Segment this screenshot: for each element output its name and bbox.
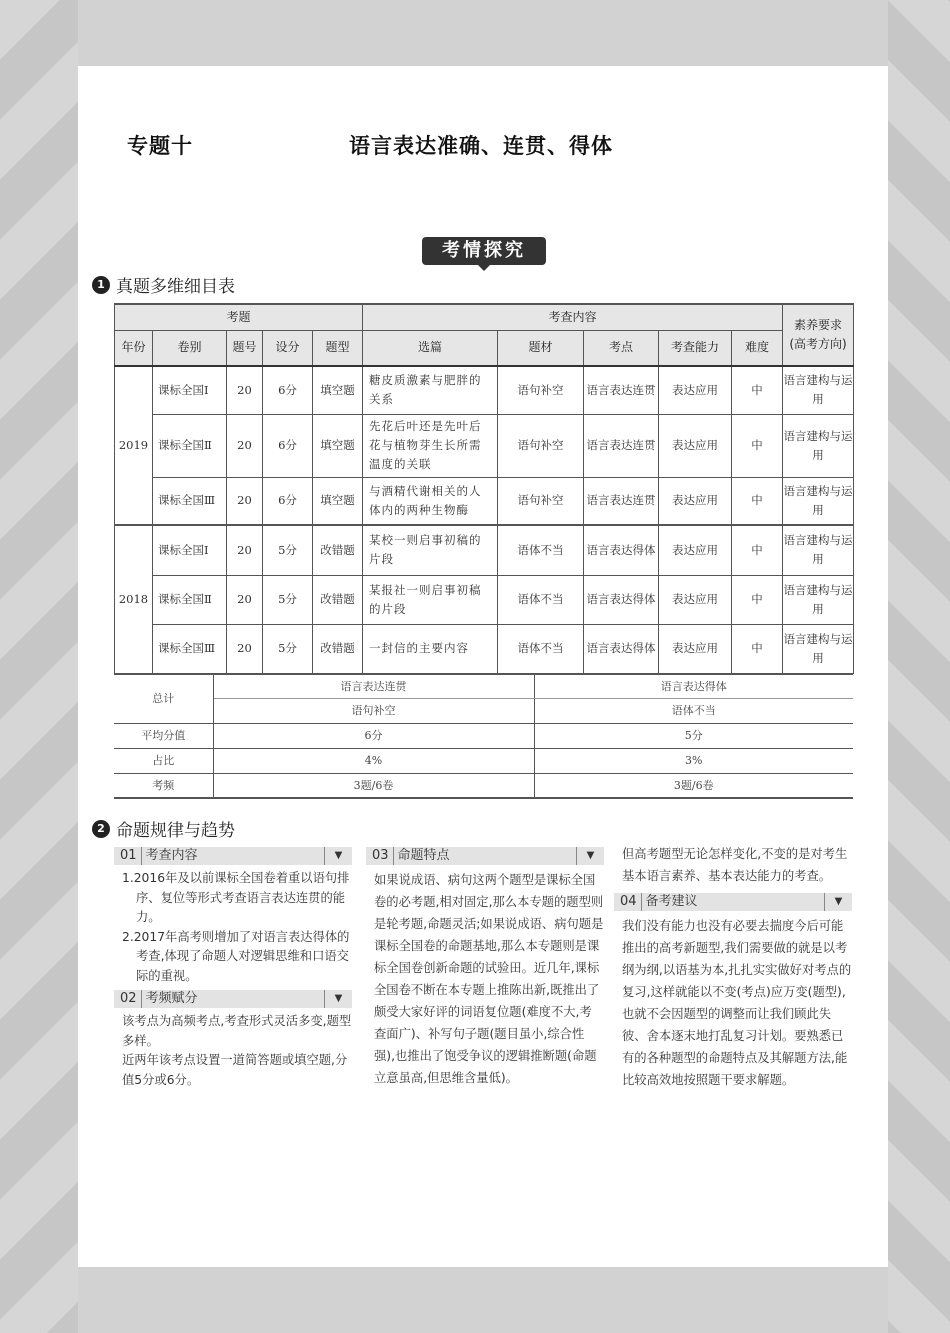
- table-cell: 语句补空: [498, 414, 584, 477]
- summary-table: [114, 673, 853, 799]
- table-cell: 2019: [115, 366, 153, 525]
- summary-row: [114, 773, 853, 798]
- table-cell: 课标全国Ⅰ: [153, 525, 227, 575]
- block-item: 1.2016年及以前课标全国卷着重以语句排序、复位等形式考查语言表达连贯的能力。: [122, 871, 350, 924]
- table-cell: 语言建构与运用: [783, 477, 854, 525]
- table-cell: 6分: [263, 366, 313, 414]
- column-header: 选篇: [363, 330, 498, 366]
- table-cell: 课标全国Ⅱ: [153, 414, 227, 477]
- table-cell: 20: [227, 525, 263, 575]
- summary-cell: 考频: [114, 773, 213, 798]
- header-group: 考题: [115, 304, 363, 330]
- block-item: 该考点为高频考点,考查形式灵活多变,题型多样。: [122, 1014, 352, 1048]
- header-group: 考查内容: [363, 304, 783, 330]
- block-title: 备考建议: [645, 894, 698, 909]
- table-cell: 课标全国Ⅲ: [153, 624, 227, 673]
- table-cell: 表达应用: [659, 575, 732, 624]
- table-cell: 中: [732, 366, 783, 414]
- table-row: [115, 477, 854, 525]
- table-row: [115, 624, 854, 673]
- summary-cell: 语体不当: [534, 699, 853, 724]
- block-header-02: [114, 990, 352, 1008]
- table-cell: 表达应用: [659, 477, 732, 525]
- table-cell: 表达应用: [659, 525, 732, 575]
- table-cell: 5分: [263, 525, 313, 575]
- table-cell: 表达应用: [659, 624, 732, 673]
- block-title: 考频赋分: [145, 991, 198, 1006]
- column-header: 难度: [732, 330, 783, 366]
- block-number: 04: [620, 893, 642, 911]
- summary-row: [114, 674, 853, 699]
- block-header-03: [366, 847, 604, 865]
- summary-cell: 3题/6卷: [534, 773, 853, 798]
- summary-cell: 语句补空: [213, 699, 534, 724]
- table-cell: 5分: [263, 575, 313, 624]
- block-header-04: [614, 893, 852, 911]
- table-cell: 中: [732, 624, 783, 673]
- summary-cell: 6分: [213, 723, 534, 748]
- table-cell: 一封信的主要内容: [363, 624, 498, 673]
- column-header: 考点: [584, 330, 659, 366]
- table-cell: 某校一则启事初稿的片段: [363, 525, 498, 575]
- block-header-01: [114, 847, 352, 865]
- table-cell: 6分: [263, 414, 313, 477]
- section-title: 命题规律与趋势: [116, 821, 235, 841]
- table-cell: 某报社一则启事初稿的片段: [363, 575, 498, 624]
- table-cell: 语体不当: [498, 525, 584, 575]
- block-title: 命题特点: [397, 848, 450, 863]
- table-cell: 语言表达得体: [584, 575, 659, 624]
- table-cell: 中: [732, 525, 783, 575]
- table-row: [115, 575, 854, 624]
- header-group: 素养要求(高考方向): [783, 304, 854, 366]
- triangle-down-icon: ▼: [576, 847, 604, 865]
- column-header: 年份: [115, 330, 153, 366]
- number-badge-icon: 1: [92, 276, 110, 294]
- table-cell: 与酒精代谢相关的人体内的两种生物酶: [363, 477, 498, 525]
- triangle-down-icon: ▼: [324, 847, 352, 865]
- number-badge-icon: 2: [92, 820, 110, 838]
- block-item: 近两年该考点设置一道简答题或填空题,分值5分或6分。: [122, 1053, 348, 1087]
- background-pattern: [888, 0, 950, 1333]
- section-title: 真题多维细目表: [116, 277, 235, 297]
- section-banner: 考情探究: [422, 237, 546, 265]
- triangle-down-icon: ▼: [824, 893, 852, 911]
- summary-row: [114, 699, 853, 724]
- table-cell: 填空题: [313, 477, 363, 525]
- column-header: 卷别: [153, 330, 227, 366]
- table-cell: 语言建构与运用: [783, 525, 854, 575]
- table-cell: 课标全国Ⅱ: [153, 575, 227, 624]
- table-cell: 中: [732, 477, 783, 525]
- summary-cell: 总计: [114, 674, 213, 723]
- column-header: 题型: [313, 330, 363, 366]
- table-cell: 语句补空: [498, 366, 584, 414]
- summary-cell: 平均分值: [114, 723, 213, 748]
- summary-cell: 语言表达得体: [534, 674, 853, 699]
- block-text: 如果说成语、病句这两个题型是课标全国卷的必考题,相对固定,那么本专题的题型则是轮考题,命题灵活;如果说成语、病句题是课标全国卷的命题基地,那么本专题则是课标全国卷创新命题的试验田。近几年,课标全国卷不断在本专题上推陈出新,既推出了颇受大家好评的词语复位题(难度不大,考查面广)、补写句子题(题目虽小,综合性强),也推出了饱受争议的逻辑推断题(命题立意虽高,但思维含量低)。: [374, 873, 604, 1085]
- table-row: [115, 414, 854, 477]
- table-cell: 表达应用: [659, 414, 732, 477]
- block-number: 03: [372, 847, 394, 865]
- summary-cell: 3%: [534, 748, 853, 773]
- summary-row: [114, 748, 853, 773]
- column-header: 题材: [498, 330, 584, 366]
- table-cell: 语言建构与运用: [783, 575, 854, 624]
- summary-cell: 3题/6卷: [213, 773, 534, 798]
- table-cell: 先花后叶还是先叶后花与植物芽生长所需温度的关联: [363, 414, 498, 477]
- table-cell: 语句补空: [498, 477, 584, 525]
- table-cell: 语体不当: [498, 575, 584, 624]
- table-cell: 20: [227, 366, 263, 414]
- table-cell: 课标全国Ⅲ: [153, 477, 227, 525]
- column-header: 题号: [227, 330, 263, 366]
- table-cell: 20: [227, 624, 263, 673]
- table-cell: 语言表达连贯: [584, 414, 659, 477]
- table-cell: 语言建构与运用: [783, 414, 854, 477]
- block-text: 我们没有能力也没有必要去揣度今后可能推出的高考新题型,我们需要做的就是以考纲为纲,以语基为本,扎扎实实做好对考点的复习,这样就能以不变(考点)应万变(题型),也就不会因题型的调整而让我们顾此失彼、舍本逐末地打乱复习计划。要熟悉已有的各种题型的命题特点及其解题方法,能比较高效地按照题干要求解题。: [622, 919, 852, 1087]
- table-cell: 2018: [115, 525, 153, 673]
- triangle-down-icon: ▼: [324, 990, 352, 1008]
- column-2: [366, 847, 604, 1089]
- summary-cell: 4%: [213, 748, 534, 773]
- section-heading-1: [92, 272, 235, 297]
- table-cell: 改错题: [313, 624, 363, 673]
- table-cell: 语体不当: [498, 624, 584, 673]
- table-cell: 语言表达得体: [584, 624, 659, 673]
- table-cell: 20: [227, 414, 263, 477]
- table-row: [115, 525, 854, 575]
- table-cell: 语言建构与运用: [783, 624, 854, 673]
- table-cell: 填空题: [313, 366, 363, 414]
- table-cell: 语言表达得体: [584, 525, 659, 575]
- block-item: 2.2017年高考则增加了对语言表达得体的考查,体现了命题人对逻辑思维和口语交际的重视。: [122, 929, 350, 983]
- block-text-continued: 但高考题型无论怎样变化,不变的是对考生基本语言素养、基本表达能力的考查。: [622, 847, 848, 883]
- table-cell: 语言表达连贯: [584, 366, 659, 414]
- summary-row: [114, 723, 853, 748]
- table-cell: 语言表达连贯: [584, 477, 659, 525]
- table-cell: 填空题: [313, 414, 363, 477]
- topic-number: 专题十: [127, 134, 193, 158]
- column-header: 设分: [263, 330, 313, 366]
- table-cell: 中: [732, 575, 783, 624]
- block-number: 01: [120, 847, 142, 865]
- table-cell: 表达应用: [659, 366, 732, 414]
- table-row: [115, 366, 854, 414]
- exam-table: [114, 303, 854, 674]
- table-cell: 中: [732, 414, 783, 477]
- column-1: [114, 847, 352, 1090]
- table-cell: 20: [227, 477, 263, 525]
- block-title: 考查内容: [145, 848, 198, 863]
- summary-cell: 占比: [114, 748, 213, 773]
- table-cell: 改错题: [313, 575, 363, 624]
- summary-cell: 语言表达连贯: [213, 674, 534, 699]
- table-cell: 糖皮质激素与肥胖的关系: [363, 366, 498, 414]
- page-title: 语言表达准确、连贯、得体: [349, 134, 613, 158]
- column-header: 考查能力: [659, 330, 732, 366]
- column-3: [614, 843, 852, 1091]
- table-cell: 改错题: [313, 525, 363, 575]
- table-cell: 5分: [263, 624, 313, 673]
- table-cell: 6分: [263, 477, 313, 525]
- table-cell: 语言建构与运用: [783, 366, 854, 414]
- section-heading-2: [92, 816, 235, 841]
- table-cell: 课标全国Ⅰ: [153, 366, 227, 414]
- background-pattern: [0, 0, 78, 1333]
- block-number: 02: [120, 990, 142, 1008]
- summary-cell: 5分: [534, 723, 853, 748]
- table-cell: 20: [227, 575, 263, 624]
